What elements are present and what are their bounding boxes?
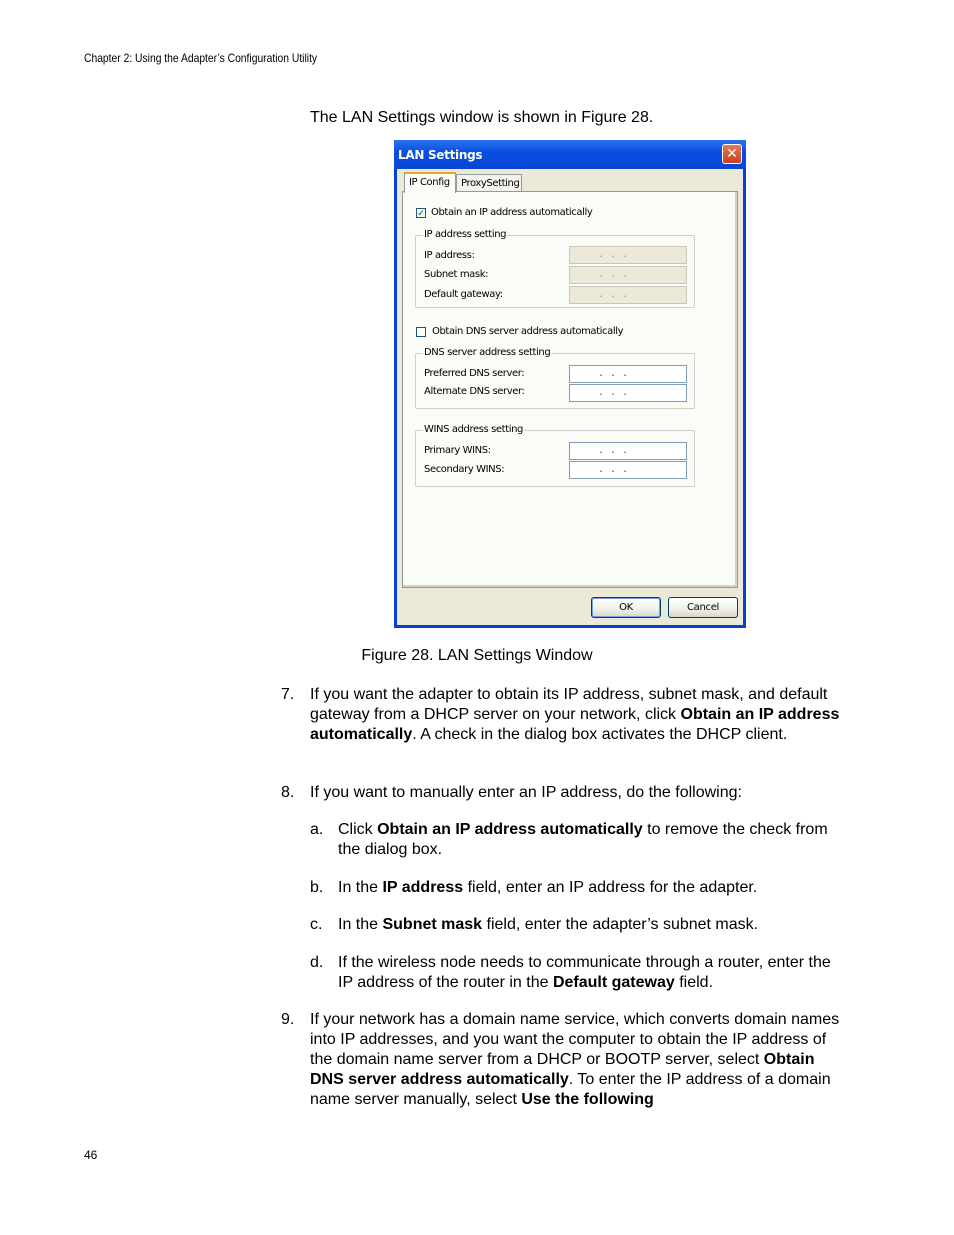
step-text: If you want to manually enter an IP address, do the following: — [310, 784, 742, 801]
step-text: . To enter the IP address of a domain name server manually, select — [310, 1071, 831, 1108]
preferred-dns-value: . . . — [598, 368, 629, 379]
subnet-mask-label: Subnet mask: — [424, 269, 489, 280]
step-9-text — [310, 1010, 840, 1110]
secondary-wins-label: Secondary WINS: — [424, 464, 505, 475]
substep-c-text — [338, 915, 840, 935]
step-bold: Default gateway — [552, 974, 675, 991]
wins-address-group — [415, 424, 695, 487]
primary-wins-label: Primary WINS: — [424, 445, 491, 456]
step-bold: Obtain an IP address automatically — [310, 706, 840, 743]
figure-caption — [0, 647, 954, 665]
dialog-title: LAN Settings — [398, 148, 483, 162]
step-7-text — [310, 685, 840, 745]
step-text: If you want the adapter to obtain its IP address, subnet mask, and default gateway from a DHCP server on your network, click — [310, 686, 828, 723]
preferred-dns-field[interactable] — [569, 365, 687, 383]
step-text: If your network has a domain name service, which converts domain names into IP addresses, and you want the computer to obtain the IP address of the domain name server from a DHCP or BOOTP server, select — [310, 1011, 840, 1068]
preferred-dns-label: Preferred DNS server: — [424, 368, 525, 379]
step-bold: Subnet mask — [382, 916, 483, 933]
subnet-mask-field[interactable] — [569, 266, 687, 284]
tab-ip-config[interactable]: IP Config — [404, 172, 456, 193]
default-gateway-field[interactable] — [569, 286, 687, 304]
figure-caption-text: Figure 28. LAN Settings Window — [361, 647, 593, 664]
close-icon[interactable]: ✕ — [722, 144, 742, 164]
substep-a-text — [338, 820, 840, 860]
substep-b-text — [338, 878, 840, 898]
dialog-titlebar — [394, 140, 746, 169]
step-text: In the — [338, 916, 383, 933]
alternate-dns-field[interactable] — [569, 384, 687, 402]
obtain-ip-label: Obtain an IP address automatically — [431, 207, 593, 218]
step-number: 7. — [281, 686, 295, 703]
step-bold: Use the following — [521, 1091, 654, 1108]
substep-letter: d. — [310, 954, 324, 971]
primary-wins-field[interactable] — [569, 442, 687, 460]
intro-text: The LAN Settings window is shown in Figure 28. — [310, 109, 654, 126]
secondary-wins-value: . . . — [598, 464, 629, 475]
step-text: In the — [338, 879, 383, 896]
lan-settings-dialog — [394, 140, 746, 628]
wins-group-title: WINS address setting — [424, 424, 523, 435]
ip-group-title: IP address setting — [424, 229, 507, 240]
substep-letter: a. — [310, 821, 324, 838]
step-number: 9. — [281, 1011, 295, 1028]
default-gateway-label: Default gateway: — [424, 289, 503, 300]
ip-address-value: . . . — [598, 249, 629, 260]
step-8-text — [310, 783, 840, 803]
alternate-dns-value: . . . — [598, 387, 629, 398]
cancel-button[interactable]: Cancel — [668, 597, 738, 618]
step-text: If the wireless node needs to communicate through a router, enter the IP address of the router in the — [338, 954, 831, 991]
step-text: to remove the check from the dialog box. — [338, 821, 828, 858]
step-bold: Obtain an IP address automatically — [377, 821, 643, 838]
tab-proxy-setting[interactable]: ProxySetting — [456, 174, 522, 192]
step-text: . A check in the dialog box activates the DHCP client. — [412, 726, 788, 743]
ok-button[interactable]: OK — [591, 597, 661, 618]
running-header: Chapter 2: Using the Adapter’s Configuration Utility — [84, 51, 318, 65]
subnet-mask-value: . . . — [598, 269, 629, 280]
dns-group-title: DNS server address setting — [424, 347, 551, 358]
secondary-wins-field[interactable] — [569, 461, 687, 479]
alternate-dns-label: Alternate DNS server: — [424, 386, 525, 397]
obtain-ip-checkbox[interactable]: ✓ — [417, 208, 425, 218]
step-text: field, enter the adapter’s subnet mask. — [482, 916, 759, 933]
substep-d-text — [338, 953, 840, 993]
step-text: field, enter an IP address for the adapter. — [463, 879, 758, 896]
step-text: Click — [338, 821, 378, 838]
obtain-dns-checkbox[interactable] — [416, 327, 426, 337]
default-gateway-value: . . . — [598, 289, 629, 300]
obtain-dns-label: Obtain DNS server address automatically — [432, 326, 624, 337]
tab-panel — [402, 191, 738, 588]
substep-letter: b. — [310, 879, 324, 896]
ip-address-label: IP address: — [424, 250, 475, 261]
dns-address-group — [415, 347, 695, 409]
dialog-client — [397, 169, 743, 625]
substep-letter: c. — [310, 916, 323, 933]
step-bold: Obtain DNS server address automatically — [310, 1051, 815, 1088]
page-number: 46 — [84, 1148, 98, 1162]
step-bold: IP address — [382, 879, 464, 896]
step-number: 8. — [281, 784, 295, 801]
ip-address-group — [415, 229, 695, 308]
step-text: field. — [674, 974, 714, 991]
ip-address-field[interactable] — [569, 246, 687, 264]
primary-wins-value: . . . — [598, 445, 629, 456]
